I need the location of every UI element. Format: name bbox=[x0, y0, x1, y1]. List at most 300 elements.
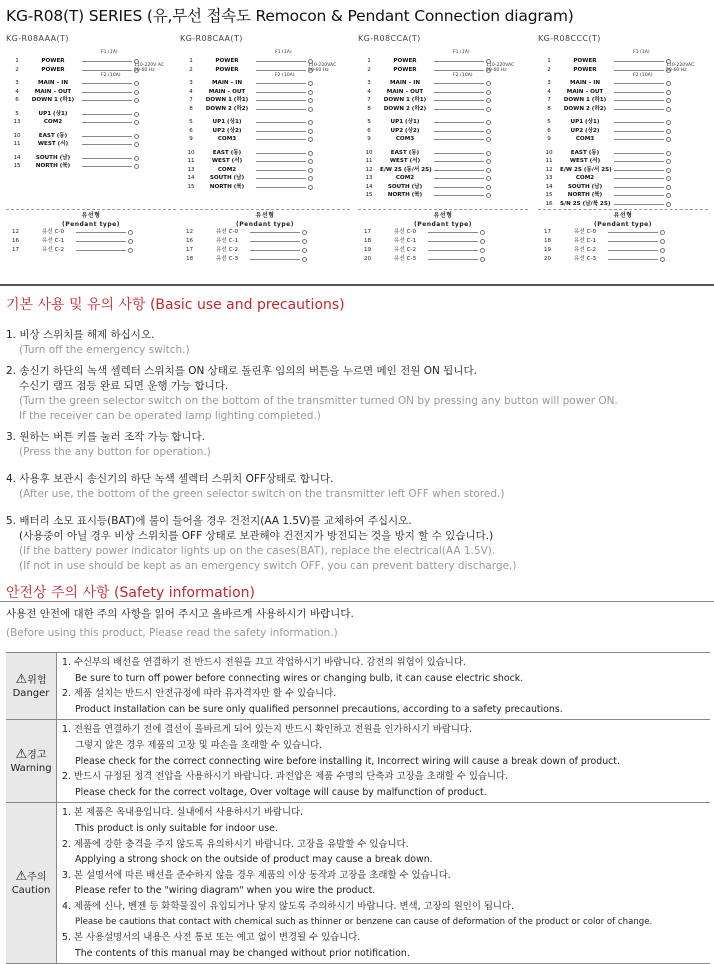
terminal-number: 7 bbox=[189, 97, 193, 103]
wire-line bbox=[250, 232, 300, 233]
terminal-number: 10 bbox=[187, 149, 195, 156]
safety-line-ko: 5. 본 사용설명서의 내용은 사전 통보 또는 예고 없이 변경될 수 있습니다. bbox=[62, 932, 361, 944]
pendant-row bbox=[180, 255, 350, 264]
terminal-dot bbox=[308, 151, 313, 156]
pendant-number: 18 bbox=[364, 238, 372, 244]
wire-line bbox=[614, 109, 664, 110]
terminal-label: EAST (동) bbox=[38, 132, 68, 139]
terminal-number: 3 bbox=[15, 80, 19, 86]
wire-line bbox=[250, 250, 300, 251]
basic-item-en: (If the battery power indicator lights up on the cases(BAT), replace the electrical(AA 1.5V). bbox=[19, 545, 496, 557]
wire-line bbox=[434, 70, 484, 71]
safety-label-top bbox=[16, 673, 47, 687]
terminal-number: 14 bbox=[13, 154, 21, 161]
terminal-label: MAIN – IN bbox=[211, 80, 243, 86]
terminal-number: 6 bbox=[367, 127, 371, 134]
pendant-row bbox=[6, 246, 176, 255]
terminal-label: WEST (서) bbox=[211, 158, 243, 164]
basic-item bbox=[6, 328, 706, 358]
wire-line bbox=[82, 122, 132, 123]
terminal-dot bbox=[660, 248, 665, 253]
wire-line bbox=[614, 195, 664, 196]
wire-line bbox=[76, 241, 126, 242]
terminal-row bbox=[538, 135, 708, 144]
pendant-label: 유선 C-3 bbox=[216, 256, 239, 262]
terminal-dot bbox=[308, 98, 313, 103]
terminal-dot bbox=[308, 120, 313, 125]
terminal-label: UP1 (상1) bbox=[570, 119, 600, 125]
terminal-label: SOUTH (남) bbox=[387, 183, 423, 190]
terminal-dot bbox=[134, 156, 139, 161]
safety-line-ko: 3. 본 설명서에 따른 배선을 준수하지 않을 경우 제품의 이상 동작과 고장을 초래할 수 있습니다. bbox=[62, 869, 451, 881]
terminal-number: 8 bbox=[547, 105, 551, 112]
supply-note: 110-220VAC 50-60 Hz bbox=[666, 63, 695, 73]
terminal-dot bbox=[308, 159, 313, 164]
wire-line bbox=[82, 144, 132, 145]
terminal-number: 4 bbox=[15, 88, 19, 95]
terminal-label: UP2 (상2) bbox=[212, 127, 242, 134]
terminal-number: 6 bbox=[189, 127, 193, 134]
terminal-label: COM2 bbox=[575, 175, 595, 181]
safety-intro-en: (Before using this product, Please read the safety information.) bbox=[6, 627, 338, 639]
terminal-dot bbox=[666, 129, 671, 134]
wire-line bbox=[434, 61, 484, 62]
pendant-row bbox=[6, 237, 176, 246]
terminal-dot bbox=[302, 239, 307, 244]
wire-line bbox=[256, 139, 306, 140]
terminal-dot bbox=[302, 248, 307, 253]
terminal-row bbox=[180, 105, 350, 114]
diagram-name: KG-R08CCA(T) bbox=[358, 34, 421, 43]
terminal-row bbox=[6, 96, 176, 105]
terminal-number: 14 bbox=[545, 183, 553, 190]
wire-line bbox=[434, 153, 484, 154]
wire-line bbox=[614, 153, 664, 154]
basic-item bbox=[6, 364, 706, 424]
terminal-label: POWER bbox=[215, 66, 239, 73]
wire-line bbox=[434, 92, 484, 93]
pendant-label: 유선 C-3 bbox=[574, 256, 597, 262]
terminal-label: POWER bbox=[393, 58, 417, 64]
terminal-row bbox=[358, 135, 528, 144]
terminal-label: MAIN – OUT bbox=[34, 88, 72, 95]
safety-label-en: Warning bbox=[10, 762, 52, 774]
terminal-label: NORTH (북) bbox=[35, 163, 71, 169]
pendant-row bbox=[538, 246, 708, 255]
terminal-label: UP1 (상1) bbox=[212, 119, 242, 125]
pendant-row bbox=[180, 237, 350, 246]
terminal-label: DOWN 1 (하1) bbox=[383, 97, 427, 103]
pendant-row bbox=[358, 255, 528, 264]
terminal-label: COM2 bbox=[43, 119, 63, 125]
terminal-label: UP1 (상1) bbox=[38, 110, 68, 117]
terminal-dot bbox=[486, 120, 491, 125]
terminal-label: E/W 2S (동/서 2S) bbox=[380, 166, 432, 173]
wire-line bbox=[256, 187, 306, 188]
terminal-dot bbox=[128, 239, 133, 244]
terminal-label: SOUTH (남) bbox=[209, 175, 245, 181]
fuse-2-label: F2 (10A) bbox=[101, 73, 121, 78]
terminal-dot bbox=[302, 230, 307, 235]
pendant-label: 유선 C-0 bbox=[42, 229, 65, 235]
terminal-number: 1 bbox=[189, 58, 193, 64]
basic-item-ko: 2. 송신기 하단의 녹색 셀렉터 스위치를 ON 상태로 돌린후 임의의 버튼을 누르면 메인 전원 ON 됩니다. bbox=[6, 365, 477, 377]
basic-item-en: (Press the any button for operation.) bbox=[19, 446, 211, 458]
terminal-label: MAIN – IN bbox=[569, 80, 601, 86]
diagram-kg-r08aaa bbox=[6, 34, 176, 169]
terminal-number: 11 bbox=[13, 141, 21, 147]
terminal-number: 6 bbox=[547, 127, 551, 134]
basic-item-en: (After use, the bottom of the green selector switch on the transmitter left OFF when stored.) bbox=[19, 488, 505, 500]
wire-line bbox=[428, 250, 478, 251]
safety-label-ko: 위험 bbox=[27, 674, 47, 686]
diagram-name: KG-R08CAA(T) bbox=[180, 34, 243, 43]
terminal-number: 13 bbox=[365, 175, 373, 181]
terminal-row bbox=[538, 105, 708, 114]
terminal-label: SOUTH (남) bbox=[35, 154, 71, 161]
terminal-number: 15 bbox=[187, 183, 195, 190]
terminal-number: 3 bbox=[547, 80, 551, 86]
wire-line bbox=[434, 161, 484, 162]
pendant-row bbox=[358, 237, 528, 246]
terminal-dot bbox=[480, 248, 485, 253]
terminal-dot bbox=[308, 168, 313, 173]
terminal-dot bbox=[666, 120, 671, 125]
terminal-number: 10 bbox=[545, 149, 553, 156]
basic-item-ko: 5. 배터리 소모 표시등(BAT)에 불이 들어올 경우 건전지(AA 1.5V)를 교체하여 주십시오. bbox=[6, 515, 412, 527]
terminal-dot bbox=[666, 168, 671, 173]
pendant-number: 16 bbox=[12, 238, 20, 244]
supply-note: 110-220VAC 50-60 Hz bbox=[486, 63, 515, 73]
terminal-label: EAST (동) bbox=[570, 149, 600, 156]
warning-triangle-icon: ⚠ bbox=[15, 671, 28, 687]
terminal-dot bbox=[134, 134, 139, 139]
safety-line-en: The contents of this manual may be changed without prior notification. bbox=[75, 947, 410, 959]
terminal-number: 13 bbox=[187, 166, 195, 173]
terminal-number: 7 bbox=[367, 97, 371, 103]
wire-line bbox=[608, 232, 658, 233]
safety-line-en: Be sure to turn off power before connecting wires or changing bulb, it can cause electric shock. bbox=[75, 672, 524, 684]
terminal-row bbox=[6, 118, 176, 127]
terminal-number: 10 bbox=[365, 149, 373, 156]
pendant-title-en: (Pendant type) bbox=[236, 221, 294, 228]
diagram-kg-r08cca bbox=[358, 34, 528, 198]
wire-line bbox=[614, 187, 664, 188]
safety-row bbox=[6, 803, 710, 964]
pendant-number: 20 bbox=[364, 256, 372, 262]
safety-body bbox=[62, 803, 710, 963]
terminal-dot bbox=[302, 257, 307, 262]
terminal-dot bbox=[308, 185, 313, 190]
terminal-dot bbox=[128, 248, 133, 253]
wire-line bbox=[614, 61, 664, 62]
fuse-1-label: F1 (1A) bbox=[275, 50, 292, 55]
terminal-dot bbox=[666, 90, 671, 95]
terminal-dot bbox=[308, 129, 313, 134]
terminal-number: 11 bbox=[545, 158, 553, 164]
pendant-label: 유선 C-2 bbox=[42, 247, 65, 253]
terminal-dot bbox=[486, 185, 491, 190]
safety-heading: 안전상 주의 사항 (Safety information) bbox=[6, 585, 255, 601]
wire-line bbox=[82, 61, 132, 62]
terminal-dot bbox=[660, 257, 665, 262]
terminal-dot bbox=[134, 98, 139, 103]
basic-item-ko: 3. 원하는 버튼 키를 눌러 조작 가능 합니다. bbox=[6, 431, 206, 443]
pendant-number: 12 bbox=[12, 229, 20, 235]
terminal-dot bbox=[660, 230, 665, 235]
terminal-label: COM3 bbox=[217, 136, 237, 142]
basic-item-ko: 4. 사용후 보관시 송신기의 하단 녹색 셀렉터 스위치 OFF상태로 합니다. bbox=[6, 473, 334, 485]
terminal-dot bbox=[660, 239, 665, 244]
pendant-row bbox=[358, 246, 528, 255]
terminal-dot bbox=[486, 159, 491, 164]
terminal-number: 5 bbox=[15, 110, 19, 117]
terminal-dot bbox=[308, 81, 313, 86]
safety-row bbox=[6, 653, 710, 720]
safety-intro-ko: 사용전 안전에 대한 주의 사항을 읽어 주시고 올바르게 사용하시기 바랍니다. bbox=[6, 608, 354, 620]
wire-line bbox=[250, 241, 300, 242]
wire-line bbox=[428, 259, 478, 260]
fuse-2-label: F2 (10A) bbox=[453, 73, 473, 78]
wire-line bbox=[434, 195, 484, 196]
pendant-label: 유선 C-0 bbox=[216, 229, 239, 235]
pendant-row bbox=[538, 237, 708, 246]
terminal-dot bbox=[666, 98, 671, 103]
pendant-title-ko: 유선형 bbox=[613, 212, 633, 219]
terminal-label: WEST (서) bbox=[37, 141, 69, 147]
terminal-number: 2 bbox=[367, 66, 371, 73]
pendant-label: 유선 C-2 bbox=[394, 247, 417, 253]
safety-line-ko: 2. 제품에 강한 충격을 주지 않도록 유의하시기 바랍니다. 고장을 유발할 수 있습니다. bbox=[62, 838, 409, 850]
pendant-label: 유선 C-0 bbox=[574, 229, 597, 235]
safety-label-en: Danger bbox=[12, 687, 50, 699]
terminal-number: 5 bbox=[367, 119, 371, 125]
safety-label bbox=[6, 653, 57, 719]
pendant-label: 유선 C-1 bbox=[42, 238, 65, 244]
page-title: KG-R08(T) SERIES (유,무선 접속도 Remocon & Pendant Connection diagram) bbox=[6, 7, 574, 25]
wire-line bbox=[256, 131, 306, 132]
pendant-label: 유선 C-0 bbox=[394, 229, 417, 235]
warning-triangle-icon: ⚠ bbox=[15, 746, 28, 762]
wire-line bbox=[434, 139, 484, 140]
terminal-number: 2 bbox=[15, 66, 19, 73]
terminal-number: 6 bbox=[15, 97, 19, 103]
terminal-dot bbox=[486, 98, 491, 103]
wire-line bbox=[614, 131, 664, 132]
wire-line bbox=[256, 170, 306, 171]
wire-line bbox=[76, 250, 126, 251]
pendant-number: 17 bbox=[544, 229, 552, 235]
pendant-number: 17 bbox=[186, 247, 194, 253]
terminal-label: COM2 bbox=[395, 175, 415, 181]
terminal-dot bbox=[666, 81, 671, 86]
wire-line bbox=[434, 170, 484, 171]
wire-line bbox=[614, 178, 664, 179]
safety-line-en: Applying a strong shock on the outside of product may cause a break down. bbox=[75, 854, 433, 866]
safety-line-ko: 4. 제품에 신나, 벤젠 등 화학물질이 유입되거나 닿지 않도록 주의하시기 바랍니다. 변색, 고장의 원인이 됩니다. bbox=[62, 900, 515, 912]
terminal-label: NORTH (북) bbox=[387, 192, 423, 198]
safety-line-en: Please check for the correct connecting wire before installing it, Incorrect wiring will cause a break down of product. bbox=[75, 755, 620, 767]
terminal-number: 1 bbox=[15, 58, 19, 64]
wire-line bbox=[434, 100, 484, 101]
safety-line-ko: 1. 수신부의 배선을 연결하기 전 반드시 전원을 끄고 작업하시기 바랍니다. 감전의 위험이 있습니다. bbox=[62, 657, 466, 668]
pendant-block-4 bbox=[538, 209, 708, 264]
terminal-label: NORTH (북) bbox=[567, 192, 603, 198]
safety-line-en: Please check for the correct voltage, Over voltage will cause by malfunction of product. bbox=[75, 786, 487, 798]
terminal-label: POWER bbox=[41, 58, 65, 64]
safety-label-top bbox=[16, 748, 47, 762]
safety-divider bbox=[0, 601, 714, 602]
basic-item-ko: 수신기 램프 점등 완료 되면 운행 가능 합니다. bbox=[19, 380, 229, 392]
pendant-number: 20 bbox=[544, 256, 552, 262]
terminal-number: 2 bbox=[547, 66, 551, 73]
terminal-label: COM2 bbox=[217, 166, 237, 173]
pendant-label: 유선 C-3 bbox=[394, 256, 417, 262]
wire-line bbox=[256, 61, 306, 62]
safety-line-en: Product installation can be sure only qualified personnel precautions, according to a safety precautions. bbox=[75, 703, 563, 715]
wire-line bbox=[256, 83, 306, 84]
fuse-2-label: F2 (10A) bbox=[633, 73, 653, 78]
diagram-kg-r08caa bbox=[180, 34, 350, 190]
pendant-number: 19 bbox=[544, 247, 552, 253]
terminal-dot bbox=[134, 81, 139, 86]
terminal-label: NORTH (북) bbox=[209, 183, 245, 190]
terminal-number: 15 bbox=[365, 192, 373, 198]
basic-item bbox=[6, 472, 706, 502]
terminal-number: 9 bbox=[547, 136, 551, 142]
basic-item-en: (Turn the green selector switch on the bottom of the transmitter turned ON by pressing any button will power ON. bbox=[19, 395, 618, 407]
terminal-row bbox=[358, 191, 528, 200]
terminal-label: DOWN 1 (하1) bbox=[205, 97, 249, 103]
pendant-title-ko: 유선형 bbox=[433, 212, 453, 219]
pendant-row bbox=[6, 228, 176, 237]
pendant-title-en: (Pendant type) bbox=[594, 221, 652, 228]
terminal-dot bbox=[486, 193, 491, 198]
wire-line bbox=[614, 170, 664, 171]
safety-line-ko: 2. 반드시 규정된 정격 전압을 사용하시기 바랍니다. 과전압은 제품 수명의 단축과 고장을 초래할 수 있습니다. bbox=[62, 771, 509, 783]
terminal-label: MAIN – IN bbox=[37, 80, 69, 86]
terminal-dot bbox=[128, 230, 133, 235]
wire-line bbox=[608, 259, 658, 260]
wire-line bbox=[434, 83, 484, 84]
terminal-dot bbox=[480, 257, 485, 262]
terminal-label: UP1 (상1) bbox=[390, 119, 420, 125]
safety-label bbox=[6, 803, 57, 963]
wire-line bbox=[256, 153, 306, 154]
pendant-title-en: (Pendant type) bbox=[414, 221, 472, 228]
terminal-label: MAIN – IN bbox=[389, 80, 421, 86]
terminal-dot bbox=[666, 176, 671, 181]
wire-line bbox=[82, 136, 132, 137]
pendant-block-1 bbox=[6, 209, 176, 255]
pendant-row bbox=[538, 228, 708, 237]
terminal-number: 3 bbox=[189, 80, 193, 86]
terminal-label: MAIN – OUT bbox=[208, 88, 246, 95]
wire-line bbox=[608, 250, 658, 251]
safety-label-ko: 주의 bbox=[27, 871, 47, 883]
safety-table bbox=[6, 652, 710, 964]
terminal-dot bbox=[486, 137, 491, 142]
wire-line bbox=[428, 232, 478, 233]
terminal-dot bbox=[308, 176, 313, 181]
pendant-row bbox=[180, 228, 350, 237]
pendant-number: 16 bbox=[186, 238, 194, 244]
terminal-dot bbox=[486, 81, 491, 86]
terminal-label: EAST (동) bbox=[390, 149, 420, 156]
wire-line bbox=[250, 259, 300, 260]
pendant-number: 12 bbox=[186, 229, 194, 235]
terminal-dot bbox=[308, 90, 313, 95]
wire-line bbox=[614, 83, 664, 84]
wire-line bbox=[256, 92, 306, 93]
terminal-dot bbox=[480, 239, 485, 244]
diagram-name: KG-R08CCC(T) bbox=[538, 34, 601, 43]
wire-line bbox=[256, 122, 306, 123]
wire-line bbox=[256, 70, 306, 71]
terminal-dot bbox=[134, 120, 139, 125]
basic-item bbox=[6, 514, 706, 574]
terminal-label: COM3 bbox=[575, 136, 595, 142]
fuse-1-label: F1 (1A) bbox=[633, 50, 650, 55]
basic-item-ko: 1. 비상 스위치를 해제 하십시오. bbox=[6, 329, 155, 341]
terminal-dot bbox=[134, 112, 139, 117]
wire-line bbox=[256, 161, 306, 162]
pendant-number: 18 bbox=[186, 256, 194, 262]
pendant-label: 유선 C-2 bbox=[216, 247, 239, 253]
fuse-1-label: F1 (1A) bbox=[453, 50, 470, 55]
safety-line-en: This product is only suitable for indoor use. bbox=[75, 822, 278, 834]
terminal-number: 8 bbox=[367, 105, 371, 112]
terminal-number: 15 bbox=[545, 192, 553, 198]
terminal-number: 9 bbox=[189, 136, 193, 142]
wire-line bbox=[614, 122, 664, 123]
diagram-kg-r08ccc bbox=[538, 34, 708, 207]
pendant-block-3 bbox=[358, 209, 528, 264]
fuse-2-label: F2 (10A) bbox=[275, 73, 295, 78]
warning-triangle-icon: ⚠ bbox=[15, 868, 28, 884]
pendant-number: 18 bbox=[544, 238, 552, 244]
pendant-label: 유선 C-2 bbox=[574, 247, 597, 253]
safety-body bbox=[62, 720, 710, 802]
wire-line bbox=[76, 232, 126, 233]
terminal-label: POWER bbox=[41, 66, 65, 73]
terminal-label: DOWN 1 (하1) bbox=[563, 97, 607, 103]
terminal-number: 11 bbox=[365, 158, 373, 164]
pendant-number: 17 bbox=[12, 247, 20, 253]
wire-line bbox=[614, 100, 664, 101]
terminal-row bbox=[358, 105, 528, 114]
terminal-label: EAST (동) bbox=[212, 149, 242, 156]
terminal-label: POWER bbox=[393, 66, 417, 73]
section-divider bbox=[0, 284, 714, 286]
terminal-dot bbox=[486, 168, 491, 173]
terminal-label: SOUTH (남) bbox=[567, 183, 603, 190]
terminal-label: WEST (서) bbox=[569, 158, 601, 164]
wire-line bbox=[434, 122, 484, 123]
pendant-row bbox=[358, 228, 528, 237]
safety-line-ko: 1. 전원을 연결하기 전에 결선이 올바르게 되어 있는지 반드시 확인하고 전원을 인가하시기 바랍니다. bbox=[62, 724, 472, 736]
terminal-number: 1 bbox=[367, 58, 371, 64]
terminal-dot bbox=[486, 176, 491, 181]
wire-line bbox=[614, 92, 664, 93]
wire-line bbox=[256, 178, 306, 179]
terminal-number: 13 bbox=[545, 175, 553, 181]
terminal-number: 5 bbox=[547, 119, 551, 125]
terminal-number: 8 bbox=[189, 105, 193, 112]
safety-body bbox=[62, 653, 710, 719]
supply-note: 110-220VAC 50-60 Hz bbox=[308, 63, 337, 73]
wire-line bbox=[614, 204, 664, 205]
